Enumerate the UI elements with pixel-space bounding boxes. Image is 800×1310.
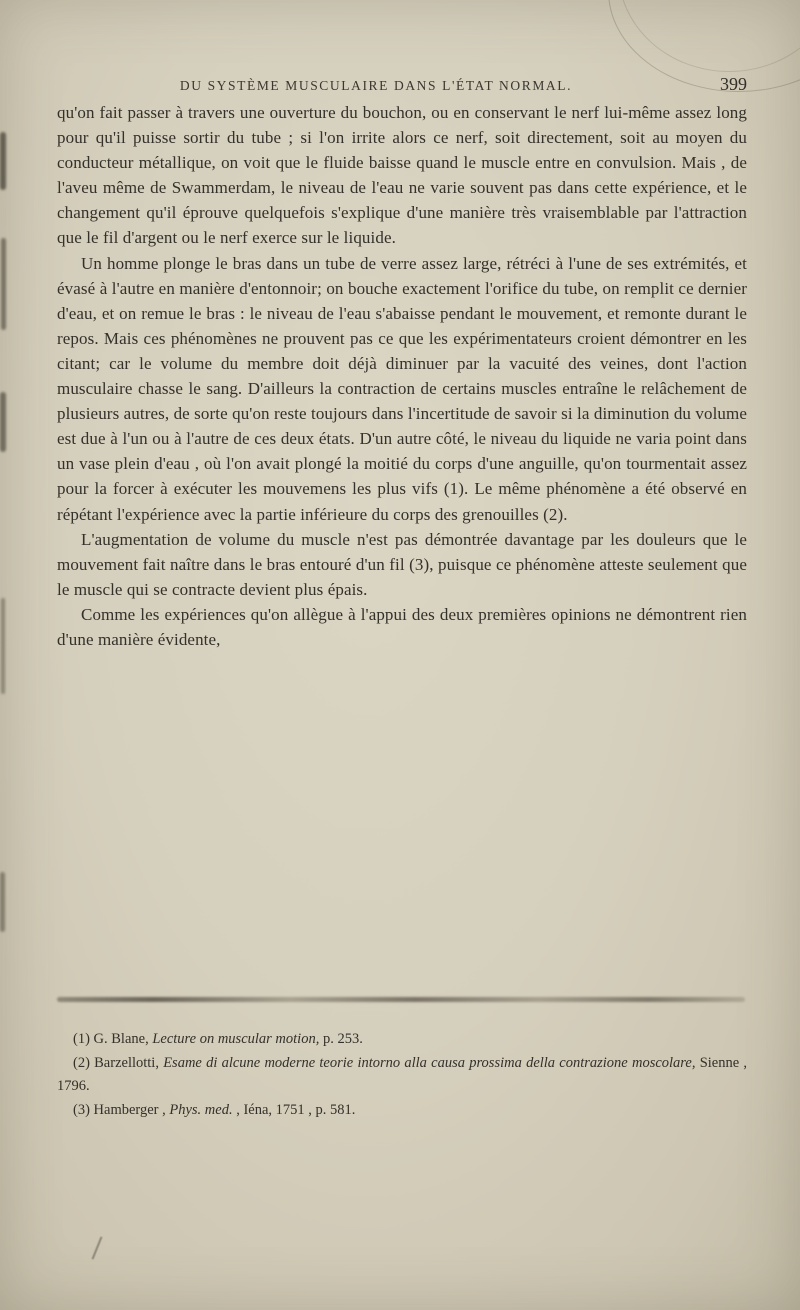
footnote-title: Esame di alcune moderne teorie intorno alla causa prossima della contrazione moscolare, <box>163 1054 696 1071</box>
footnote-text: (3) Hamberger , <box>73 1101 170 1118</box>
footnote-1 <box>57 1028 747 1052</box>
paragraph: Un homme plonge le bras dans un tube de verre assez large, rétréci à l'une de ses extrémités, et évasé à l'autre en manière d'entonnoir; on bouche exactement l'orifice du tube, on remplit ce dernier d'eau, et on remue le bras : le niveau de l'eau s'abaisse pendant le mouvement, et remonte durant le repos. Mais ces phénomènes ne prouvent pas ce que les expérimentateurs croient démontrer en les citant; car le volume du membre doit déjà diminuer par la vacuité des veines, dont l'action musculaire chasse le sang. D'ailleurs la contraction de certains muscles entraîne le relâchement de plusieurs autres, de sorte qu'on reste toujours dans l'incertitude de savoir si la diminution du volume est due à l'un ou à l'autre de ces deux états. D'un autre côté, le niveau du liquide ne varia point dans un vase plein d'eau , où l'on avait plongé la moitié du corps d'une anguille, qu'on tourmentait assez pour la forcer à exécuter les mouvemens les plus vifs (1). Le même phénomène a été observé en répétant l'expérience avec la partie inférieure du corps des grenouilles (2). <box>57 253 747 524</box>
footnote-text: (2) Barzellotti, <box>73 1054 164 1071</box>
footnote-title: Lecture on muscular motion, <box>152 1031 320 1047</box>
page-number: 399 <box>720 74 747 94</box>
footnote-text: Sienne , 1796. <box>57 1054 748 1094</box>
footnote-2 <box>57 1052 747 1099</box>
paragraph: qu'on fait passer à travers une ouverture du bouchon, ou en conservant le nerf lui-même assez long pour qu'il puisse sortir du tube ; si l'on irrite alors ce nerf, soit directement, soit au moyen du conducteur métallique, on voit que le fluide baisse quand le muscle entre en convulsion. Mais , de l'aveu même de Swammerdam, le niveau de l'eau ne varie souvent pas dans cette expérience, et le changement qu'il éprouve quelquefois s'explique d'une manière très vraisemblable par l'attraction que le fil d'argent ou le nerf exerce sur le liquide. <box>57 103 747 248</box>
pen-mark-artifact <box>92 1236 103 1259</box>
scan-edge-artifact <box>0 392 6 452</box>
footnote-separator <box>57 997 745 1002</box>
scan-edge-artifact <box>1 238 6 330</box>
page-title: DU SYSTÈME MUSCULAIRE DANS L'ÉTAT NORMAL. <box>179 78 573 93</box>
footnote-3 <box>57 1099 747 1123</box>
footnote-text: (1) G. Blane, <box>73 1031 153 1047</box>
footnote-title: Phys. med. <box>169 1101 233 1118</box>
paragraph: L'augmentation de volume du muscle n'est pas démontrée davantage par les douleurs que le mouvement fait naître dans le bras entouré d'un fil (3), puisque ce phénomène atteste seulement que le muscle qui se contracte devient plus épais. <box>57 529 747 599</box>
footnote-text: , Iéna, 1751 , p. 581. <box>232 1101 356 1118</box>
scan-edge-artifact <box>1 598 5 694</box>
footnotes <box>57 1028 747 1122</box>
paragraph: Comme les expériences qu'on allègue à l'appui des deux premières opinions ne démontrent rien d'une manière évidente, <box>57 604 747 649</box>
footnote-text: p. 253. <box>319 1031 363 1047</box>
running-header <box>57 74 747 95</box>
page-curl-artifact <box>618 0 800 72</box>
scan-edge-artifact <box>0 872 5 932</box>
body-text <box>57 100 747 652</box>
scan-edge-artifact <box>0 132 6 190</box>
